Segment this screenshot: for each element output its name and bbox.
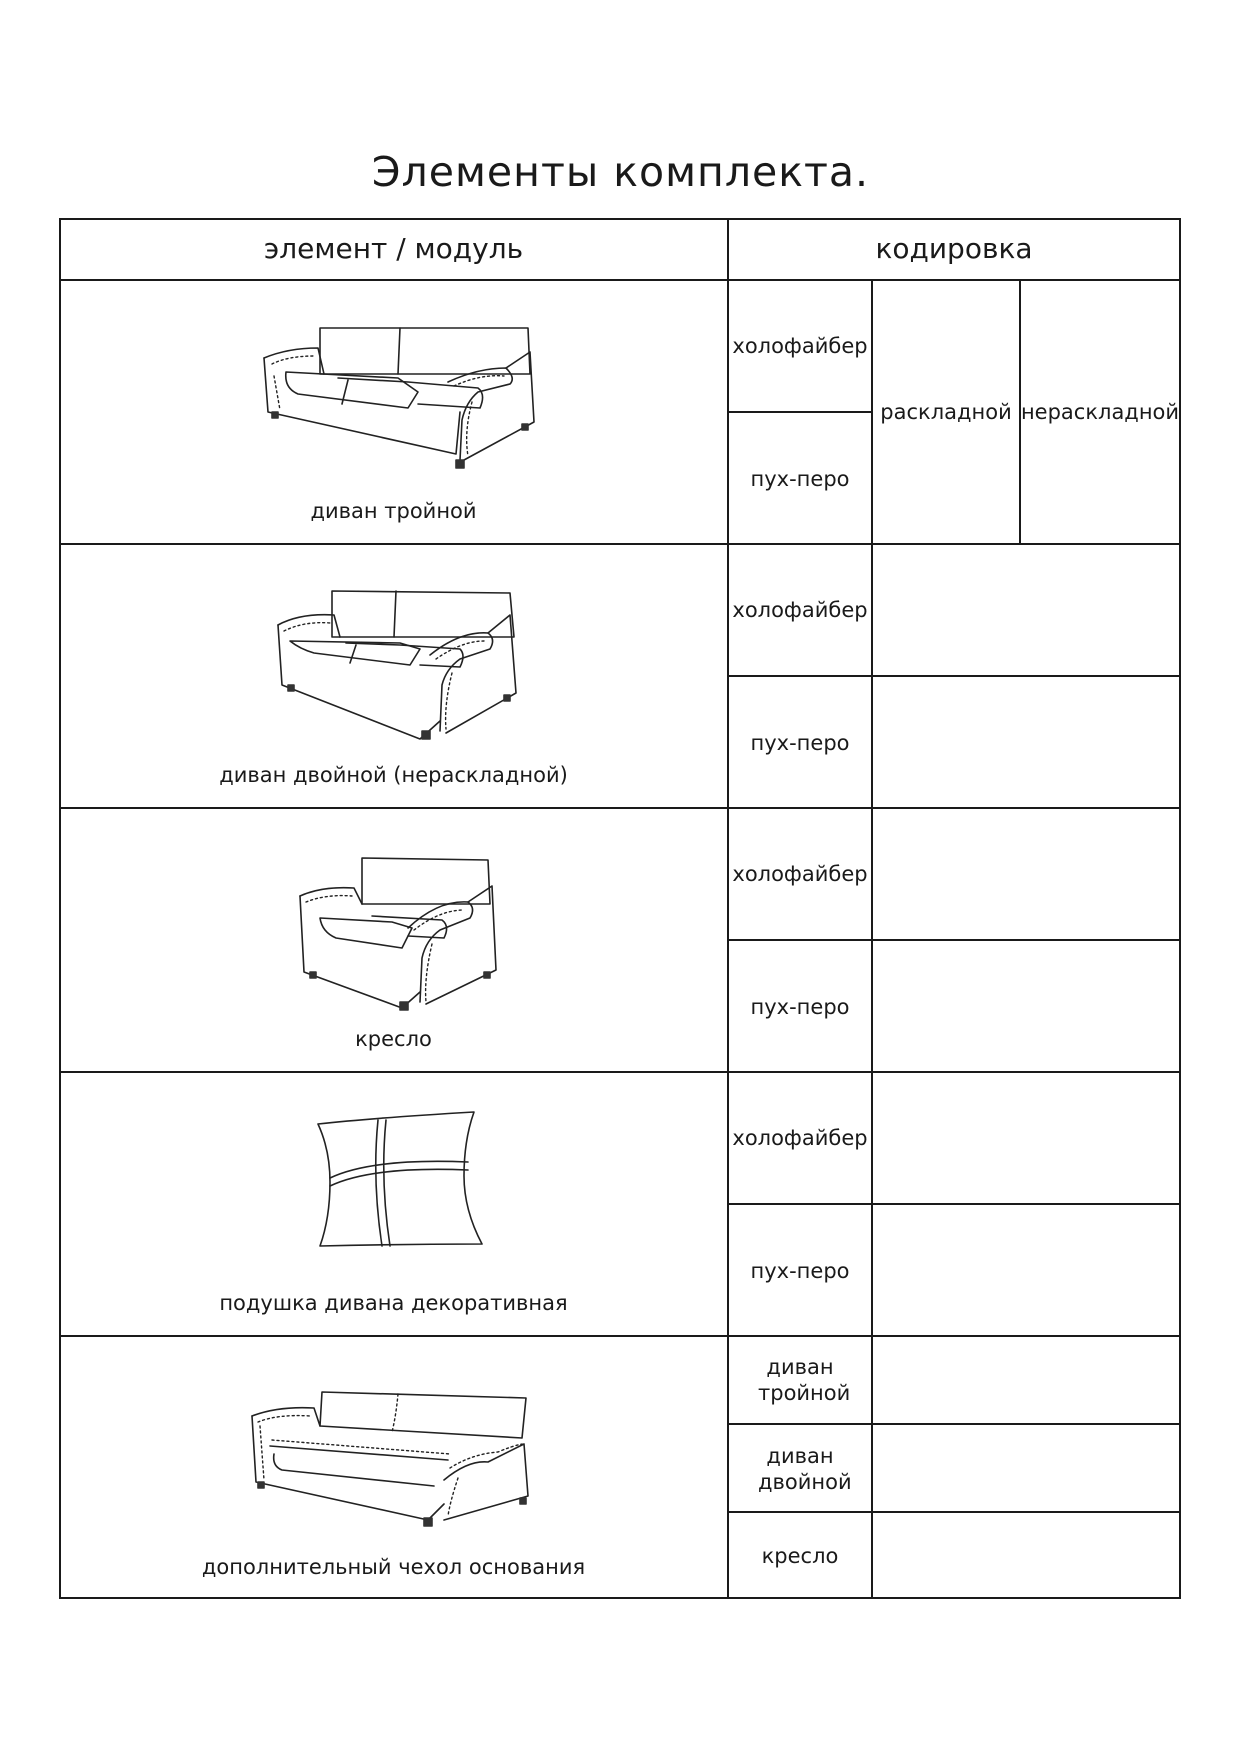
filling-holofiber: холофайбер <box>732 598 868 622</box>
filling-down-feather: пух-перо <box>750 467 850 491</box>
element-name: подушка дивана декоративная <box>219 1291 568 1315</box>
filling-holofiber: холофайбер <box>732 862 868 886</box>
sofa-base-cover-icon <box>248 1386 530 1528</box>
filling-holofiber: холофайбер <box>732 334 868 358</box>
filling-down-feather: пух-перо <box>750 995 850 1019</box>
header-coding: кодировка <box>875 232 1033 265</box>
element-name: диван двойной (нераскладной) <box>219 763 568 787</box>
cover-for-two-seat: диван двойной <box>758 1444 852 1494</box>
three-seat-sofa-icon <box>258 322 538 474</box>
element-name: кресло <box>355 1027 432 1051</box>
decorative-pillow-icon <box>312 1110 484 1250</box>
variant-non-folding: нераскладной <box>1020 400 1180 424</box>
element-name: диван тройной <box>310 499 477 523</box>
filling-holofiber: холофайбер <box>732 1126 868 1150</box>
armchair-icon <box>292 852 500 1010</box>
filling-down-feather: пух-перо <box>750 731 850 755</box>
element-name: дополнительный чехол основания <box>201 1555 586 1579</box>
page-title: Элементы комплекта. <box>371 148 870 196</box>
filling-down-feather: пух-перо <box>750 1259 850 1283</box>
cover-for-armchair: кресло <box>761 1544 839 1568</box>
cover-for-three-seat: диван тройной <box>758 1355 851 1405</box>
two-seat-sofa-icon <box>270 585 520 741</box>
variant-folding: раскладной <box>880 400 1012 424</box>
header-element-module: элемент / модуль <box>263 232 524 265</box>
